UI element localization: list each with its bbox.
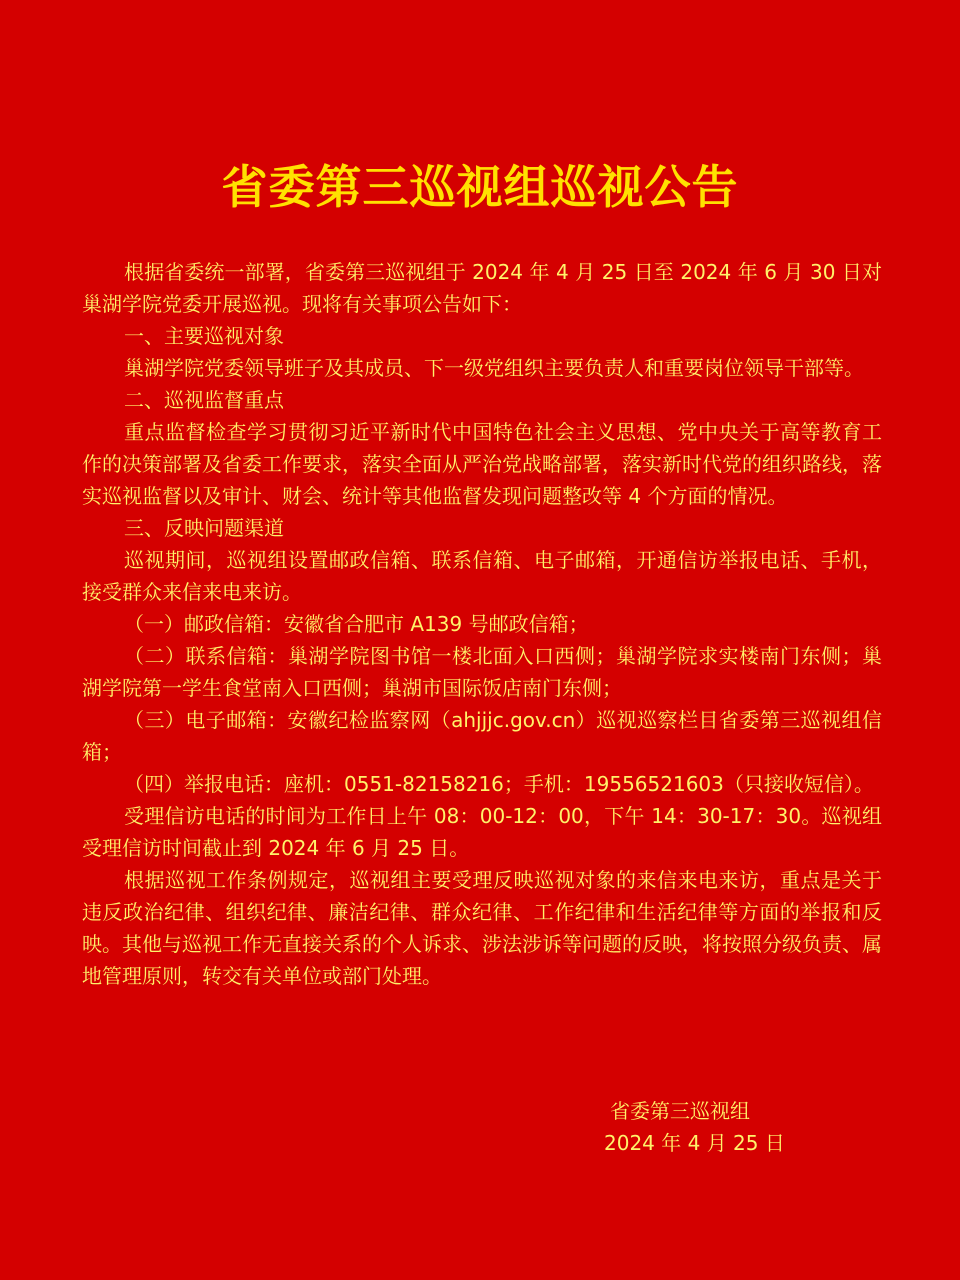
email-item: （三）电子邮箱：安徽纪检监察网（ahjjjc.gov.cn）巡视巡察栏目省委第三巡视组信箱； (82, 708, 882, 764)
signature-org: 省委第三巡视组 (610, 1099, 750, 1123)
targets-paragraph: 巢湖学院党委领导班子及其成员、下一级党组织主要负责人和重要岗位领导干部等。 (124, 356, 864, 380)
announcement-body (82, 256, 882, 992)
focus-paragraph: 重点监督检查学习贯彻习近平新时代中国特色社会主义思想、党中央关于高等教育工作的决策部署及省委工作要求，落实全面从严治党战略部署，落实新时代党的组织路线，落实巡视监督以及审计、财会、统计等其他监督发现问题整改等 4 个方面的情况。 (82, 420, 882, 508)
intro-paragraph: 根据省委统一部署，省委第三巡视组于 2024 年 4 月 25 日至 2024 年 6 月 30 日对巢湖学院党委开展巡视。现将有关事项公告如下： (82, 260, 882, 316)
section-heading-channels: 三、反映问题渠道 (124, 516, 284, 540)
channels-paragraph: 巡视期间，巡视组设置邮政信箱、联系信箱、电子邮箱，开通信访举报电话、手机，接受群众来信来电来访。 (82, 548, 882, 604)
signature-date: 2024 年 4 月 25 日 (604, 1131, 785, 1155)
postal-mailbox-item: （一）邮政信箱：安徽省合肥市 A139 号邮政信箱； (124, 612, 589, 636)
contact-mailbox-item: （二）联系信箱：巢湖学院图书馆一楼北面入口西侧；巢湖学院求实楼南门东侧；巢湖学院第一学生食堂南入口西侧；巢湖市国际饭店南门东侧； (82, 644, 882, 700)
regulation-paragraph: 根据巡视工作条例规定，巡视组主要受理反映巡视对象的来信来电来访，重点是关于违反政治纪律、组织纪律、廉洁纪律、群众纪律、工作纪律和生活纪律等方面的举报和反映。其他与巡视工作无直接关系的个人诉求、涉法涉诉等问题的反映，将按照分级负责、属地管理原则，转交有关单位或部门处理。 (82, 868, 882, 988)
hotline-item: （四）举报电话：座机：0551-82158216；手机：19556521603（只接收短信）。 (124, 772, 874, 796)
announcement-title: 省委第三巡视组巡视公告 (221, 160, 739, 214)
section-heading-targets: 一、主要巡视对象 (124, 324, 284, 348)
section-heading-focus: 二、巡视监督重点 (124, 388, 284, 412)
hours-paragraph: 受理信访电话的时间为工作日上午 08：00-12：00，下午 14：30-17：30。巡视组受理信访时间截止到 2024 年 6 月 25 日。 (82, 804, 882, 860)
